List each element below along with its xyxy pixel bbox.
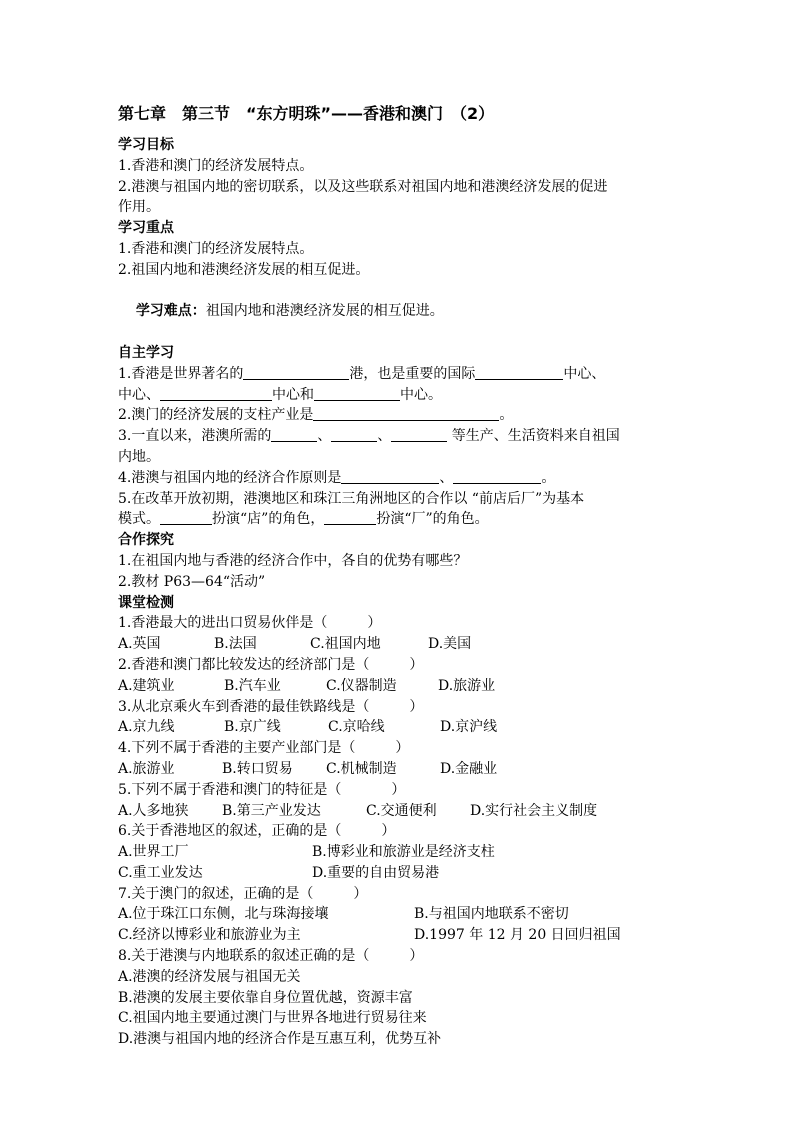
q2-text-a: 2.澳门的经济发展的支柱产业是 xyxy=(118,407,314,424)
option-c[interactable]: C.祖国内地 xyxy=(310,636,381,653)
q3-blank-3[interactable] xyxy=(391,426,447,442)
option-a[interactable]: A.建筑业 xyxy=(118,677,175,694)
question-text: 8.关于港澳与内地联系的叙述正确的是（ xyxy=(118,948,370,965)
self-study-q3-cont: 内地。 xyxy=(118,448,160,465)
option-d[interactable]: D.美国 xyxy=(428,636,472,653)
test-option-8b[interactable]: B.港澳的发展主要依靠自身位置优越，资源丰富 xyxy=(118,989,413,1006)
test-question-5 xyxy=(118,780,688,801)
option-b[interactable]: B.法国 xyxy=(214,636,257,653)
difficulty-label: 学习难点： xyxy=(135,303,206,320)
question-text: 3.从北京乘火车到香港的最佳铁路线是（ xyxy=(118,698,370,715)
option-b[interactable]: B.博彩业和旅游业是经济支柱 xyxy=(312,844,495,861)
self-study-q4 xyxy=(118,468,688,489)
q5-blank-1[interactable] xyxy=(160,509,212,525)
test-question-8 xyxy=(118,946,688,967)
question-text: 7.关于澳门的叙述，正确的是（ xyxy=(118,885,314,902)
q1-text-d: 中心、 xyxy=(118,386,160,403)
option-b[interactable]: B.第三产业发达 xyxy=(222,802,321,819)
question-close: ） xyxy=(409,698,424,715)
q5-text-d: 扮演“厂”的角色。 xyxy=(376,511,489,528)
test-options-4 xyxy=(118,759,688,780)
q1-blank-4[interactable] xyxy=(314,385,400,401)
q5-blank-2[interactable] xyxy=(324,509,376,525)
q1-blank-2[interactable] xyxy=(475,364,563,380)
difficulty-text: 祖国内地和港澳经济发展的相互促进。 xyxy=(205,303,444,320)
self-study-q2 xyxy=(118,405,688,426)
option-c[interactable]: C.交通便利 xyxy=(366,802,437,819)
option-b[interactable]: B.汽车业 xyxy=(224,677,281,694)
test-options-7a xyxy=(118,904,688,925)
q2-text-b: 。 xyxy=(499,407,514,424)
page-title: 第七章 第三节 “东方明珠”——香港和澳门 （2） xyxy=(118,104,495,123)
option-d[interactable]: D.金融业 xyxy=(440,760,498,777)
test-options-1 xyxy=(118,634,688,655)
option-b[interactable]: B.与祖国内地联系不密切 xyxy=(414,906,569,923)
q3-text-a: 3.一直以来，港澳所需的 xyxy=(118,428,272,445)
option-b[interactable]: B.京广线 xyxy=(224,719,281,736)
q1-text-e: 中心和 xyxy=(272,386,314,403)
test-option-8c[interactable]: C.祖国内地主要通过澳门与世界各地进行贸易往来 xyxy=(118,1010,427,1027)
q3-sep-2: 、 xyxy=(377,428,392,445)
question-close: ） xyxy=(395,740,410,757)
q5-text-c: 扮演“店”的角色， xyxy=(212,511,325,528)
option-c[interactable]: C.仪器制造 xyxy=(326,677,397,694)
goal-item-1: 1.香港和澳门的经济发展特点。 xyxy=(118,157,314,174)
option-a[interactable]: A.旅游业 xyxy=(118,760,175,777)
question-text: 1.香港最大的进出口贸易伙伴是（ xyxy=(118,615,328,632)
option-d[interactable]: D.重要的自由贸易港 xyxy=(312,864,440,881)
option-a[interactable]: A.世界工厂 xyxy=(118,844,189,861)
goals-heading: 学习目标 xyxy=(118,137,174,153)
option-c[interactable]: C.机械制造 xyxy=(326,760,397,777)
difficulty-line xyxy=(118,281,688,343)
test-options-6b xyxy=(118,863,688,884)
question-close: ） xyxy=(367,615,382,632)
test-option-8d[interactable]: D.港澳与祖国内地的经济合作是互惠互利，优势互补 xyxy=(118,1031,442,1048)
q3-blank-1[interactable] xyxy=(271,426,317,442)
goal-item-2: 2.港澳与祖国内地的密切联系，以及这些联系对祖国内地和港澳经济发展的促进 xyxy=(118,178,608,195)
self-study-q3 xyxy=(118,426,688,447)
option-d[interactable]: D.1997 年 12 月 20 日回归祖国 xyxy=(414,927,621,944)
test-question-2 xyxy=(118,655,688,676)
option-a[interactable]: A.英国 xyxy=(118,636,161,653)
question-text: 5.下列不属于香港和澳门的特征是（ xyxy=(118,781,342,798)
test-question-4 xyxy=(118,738,688,759)
question-close: ） xyxy=(409,656,424,673)
option-b[interactable]: B.转口贸易 xyxy=(222,760,293,777)
option-a[interactable]: A.京九线 xyxy=(118,719,175,736)
question-text: 4.下列不属于香港的主要产业部门是（ xyxy=(118,740,356,757)
test-question-6 xyxy=(118,821,688,842)
option-c[interactable]: C.重工业发达 xyxy=(118,864,203,881)
q4-text-a: 4.港澳与祖国内地的经济合作原则是 xyxy=(118,469,342,486)
cooperation-item-2: 2.教材 P63—64“活动” xyxy=(118,573,266,590)
question-text: 6.关于香港地区的叙述，正确的是（ xyxy=(118,823,342,840)
question-text: 2.香港和澳门都比较发达的经济部门是（ xyxy=(118,656,370,673)
q1-text-b: 港，也是重要的国际 xyxy=(349,365,476,382)
test-options-7b xyxy=(118,925,688,946)
q5-text-b: 模式。 xyxy=(118,511,160,528)
key-point-2: 2.祖国内地和港澳经济发展的相互促进。 xyxy=(118,261,370,278)
test-question-3 xyxy=(118,697,688,718)
test-options-2 xyxy=(118,676,688,697)
cooperation-item-1: 1.在祖国内地与香港的经济合作中，各自的优势有哪些？ xyxy=(118,552,468,569)
self-study-q5: 5.在改革开放初期，港澳地区和珠江三角洲地区的合作以 “前店后厂”为基本 xyxy=(118,490,585,507)
option-d[interactable]: D.实行社会主义制度 xyxy=(470,802,598,819)
test-question-7 xyxy=(118,884,688,905)
question-close: ） xyxy=(391,781,406,798)
test-options-3 xyxy=(118,717,688,738)
q1-text-f: 中心。 xyxy=(400,386,442,403)
q1-blank-1[interactable] xyxy=(243,364,349,380)
self-study-q1 xyxy=(118,364,688,385)
option-d[interactable]: D.京沪线 xyxy=(440,719,498,736)
cooperation-heading: 合作探究 xyxy=(118,532,174,549)
key-points-heading: 学习重点 xyxy=(118,220,174,237)
option-c[interactable]: C.京哈线 xyxy=(328,719,385,736)
goal-item-2-cont: 作用。 xyxy=(118,199,160,216)
question-close: ） xyxy=(409,948,424,965)
option-a[interactable]: A.人多地狭 xyxy=(118,802,189,819)
q1-text-a: 1.香港是世界著名的 xyxy=(118,365,244,382)
q4-text-b: 。 xyxy=(541,469,556,486)
q4-blank-2[interactable] xyxy=(453,468,541,484)
q1-text-c: 中心、 xyxy=(563,365,606,382)
q3-blank-2[interactable] xyxy=(331,426,377,442)
self-study-heading: 自主学习 xyxy=(118,344,174,361)
q2-blank[interactable] xyxy=(313,405,499,421)
q1-blank-3[interactable] xyxy=(160,385,272,401)
question-close: ） xyxy=(381,823,396,840)
q4-sep: 、 xyxy=(439,469,454,486)
test-heading: 课堂检测 xyxy=(118,594,174,611)
q3-sep-1: 、 xyxy=(317,428,332,445)
key-point-1: 1.香港和澳门的经济发展特点。 xyxy=(118,240,314,257)
question-close: ） xyxy=(353,885,368,902)
test-option-8a[interactable]: A.港澳的经济发展与祖国无关 xyxy=(118,968,301,985)
self-study-q1-cont xyxy=(118,385,688,406)
worksheet-page xyxy=(118,104,688,1050)
test-options-6a xyxy=(118,842,688,863)
option-d[interactable]: D.旅游业 xyxy=(438,677,496,694)
self-study-q5-cont xyxy=(118,509,688,530)
test-question-1 xyxy=(118,613,688,634)
q4-blank-1[interactable] xyxy=(341,468,439,484)
option-a[interactable]: A.位于珠江口东侧，北与珠海接壤 xyxy=(118,906,329,923)
q3-text-b: 等生产、生活资料来自祖国 xyxy=(447,428,620,445)
option-c[interactable]: C.经济以博彩业和旅游业为主 xyxy=(118,927,301,944)
test-options-5 xyxy=(118,801,688,822)
